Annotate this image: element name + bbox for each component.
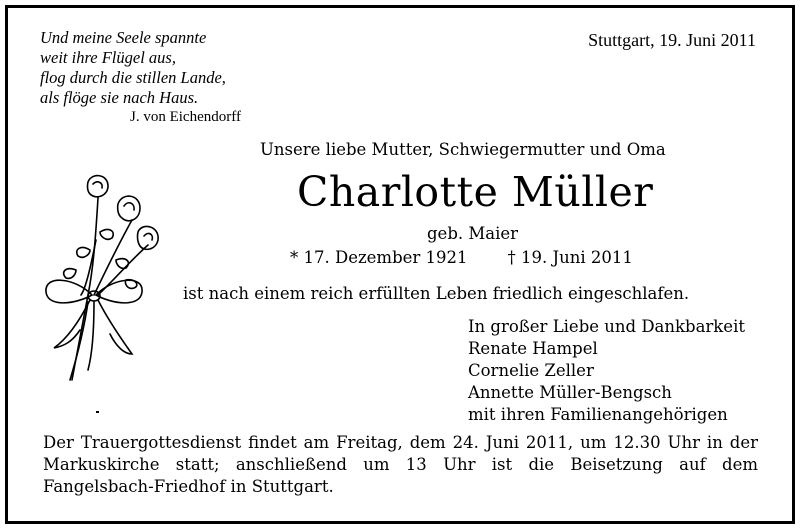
place-date: Stuttgart, 19. Juni 2011 [588,30,756,50]
death-date: † 19. Juni 2011 [507,248,633,267]
mourner-line: Annette Müller-Bengsch [468,383,672,402]
poem-author: J. von Eichendorff [130,109,241,125]
deceased-name: Charlotte Müller [297,168,654,216]
mourner-line: mit ihren Familienangehörigen [468,405,728,424]
maiden-name: geb. Maier [427,224,519,243]
stray-mark [96,411,99,413]
life-dates [290,248,633,267]
poem-line: weit ihre Flügel aus, [40,48,176,67]
mourner-line: Cornelie Zeller [468,361,594,380]
poem-line: flog durch die stillen Lande, [40,68,226,87]
roses-with-bow-icon [36,170,166,385]
intro-text: Unsere liebe Mutter, Schwiegermutter und Oma [260,140,666,159]
poem-line: Und meine Seele spannte [40,28,207,47]
mourner-line: In großer Liebe und Dankbarkeit [468,317,745,336]
mourner-line: Renate Hampel [468,339,598,358]
birth-date: * 17. Dezember 1921 [290,248,468,267]
statement-text: ist nach einem reich erfüllten Leben friedlich eingeschlafen. [183,284,690,303]
service-text: Der Trauergottesdienst findet am Freitag, dem 24. Juni 2011, um 12.30 Uhr in der Markuskirche statt; anschließend um 13 Uhr ist die Beisetzung auf dem Fangelsbach-Friedhof in Stuttgart. [43,433,758,496]
poem-line: als flöge sie nach Haus. [40,88,199,107]
mourners-list [468,316,745,426]
poem [40,28,226,108]
